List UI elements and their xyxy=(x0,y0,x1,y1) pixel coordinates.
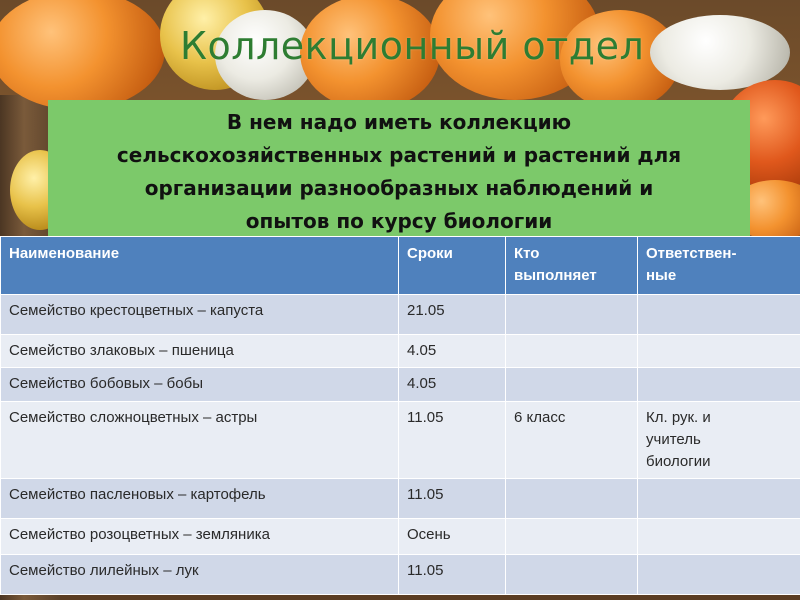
pumpkin-image xyxy=(0,0,165,110)
cell-responsible xyxy=(638,368,800,402)
table-row xyxy=(1,479,800,519)
table-row xyxy=(1,295,800,335)
cell-name: Семейство пасленовых – картофель xyxy=(1,479,399,519)
slide-title: Коллекционный отдел xyxy=(180,24,645,68)
cell-name: Семейство сложноцветных – астры xyxy=(1,402,399,479)
header-dates: Сроки xyxy=(399,237,506,295)
cell-name: Семейство розоцветных – земляника xyxy=(1,519,399,555)
table-row xyxy=(1,519,800,555)
cell-date: 11.05 xyxy=(399,479,506,519)
cell-performer xyxy=(506,368,638,402)
table-row xyxy=(1,555,800,595)
cell-responsible xyxy=(638,335,800,368)
table-header-row xyxy=(1,237,800,295)
cell-date: 11.05 xyxy=(399,555,506,595)
table-row xyxy=(1,402,800,479)
callout-line: сельскохозяйственных растений и растений для xyxy=(116,143,682,167)
callout-line: организации разнообразных наблюдений и xyxy=(144,176,654,200)
pumpkin-image xyxy=(650,15,790,90)
table-row xyxy=(1,368,800,402)
cell-performer xyxy=(506,295,638,335)
cell-responsible xyxy=(638,555,800,595)
callout-line: В нем надо иметь коллекцию xyxy=(226,110,572,134)
cell-date: 4.05 xyxy=(399,335,506,368)
cell-date: Осень xyxy=(399,519,506,555)
cell-performer xyxy=(506,555,638,595)
cell-responsible: Кл. рук. и учитель биологии xyxy=(638,402,800,479)
cell-responsible xyxy=(638,519,800,555)
table-row xyxy=(1,335,800,368)
cell-name: Семейство злаковых – пшеница xyxy=(1,335,399,368)
cell-performer xyxy=(506,519,638,555)
cell-performer xyxy=(506,479,638,519)
cell-responsible xyxy=(638,479,800,519)
header-performer: Кто выполняет xyxy=(506,237,638,295)
schedule-table xyxy=(0,236,800,595)
callout-line: опытов по курсу биологии xyxy=(245,209,553,233)
cell-responsible xyxy=(638,295,800,335)
cell-date: 4.05 xyxy=(399,368,506,402)
cell-date: 11.05 xyxy=(399,402,506,479)
cell-name: Семейство лилейных – лук xyxy=(1,555,399,595)
cell-performer xyxy=(506,335,638,368)
header-responsible: Ответствен- ные xyxy=(638,237,800,295)
callout-box xyxy=(48,100,750,236)
cell-date: 21.05 xyxy=(399,295,506,335)
cell-performer: 6 класс xyxy=(506,402,638,479)
header-name: Наименование xyxy=(1,237,399,295)
cell-name: Семейство бобовых – бобы xyxy=(1,368,399,402)
cell-name: Семейство крестоцветных – капуста xyxy=(1,295,399,335)
